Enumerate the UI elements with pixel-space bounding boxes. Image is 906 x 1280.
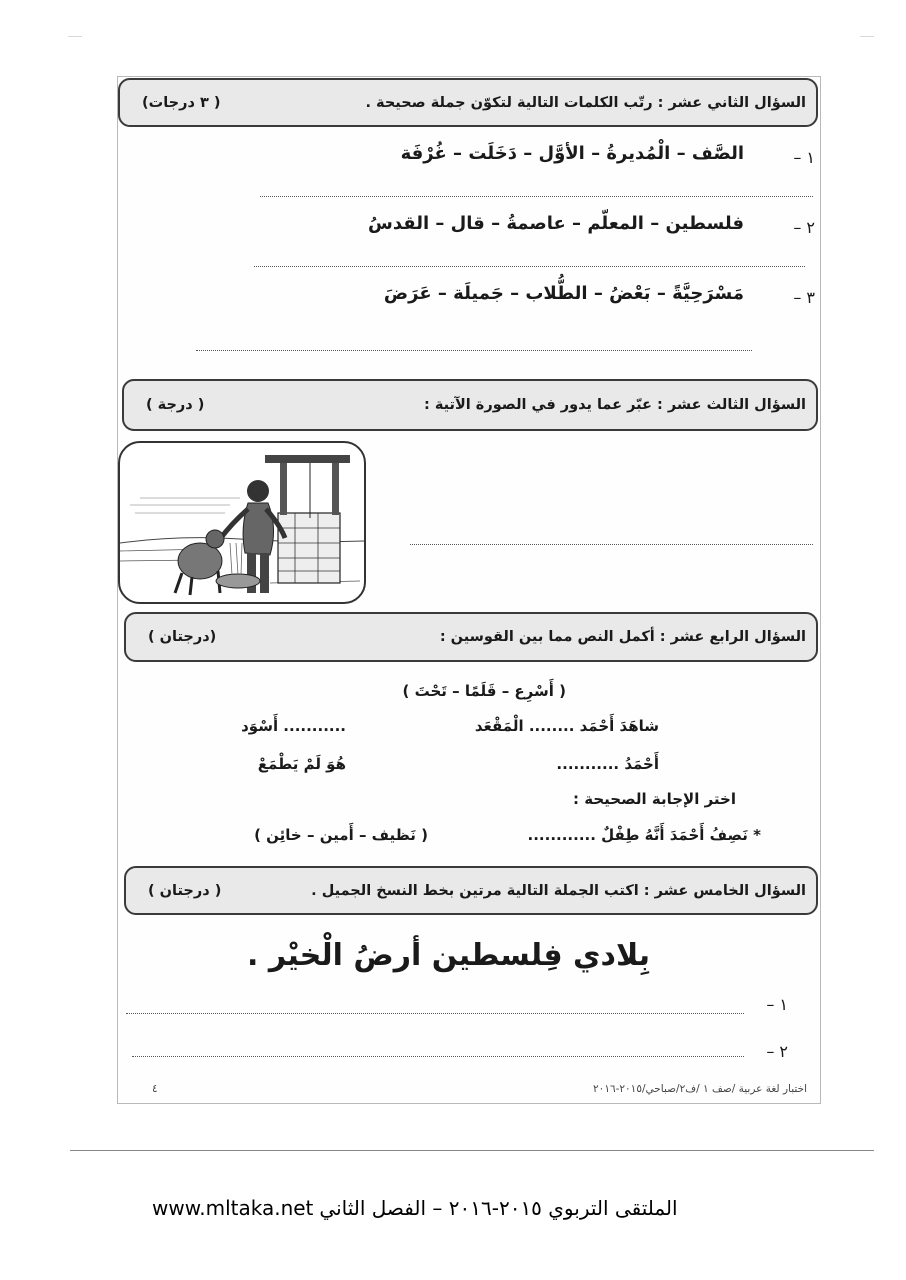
sheet-page-number: ٤	[152, 1083, 158, 1095]
q12-item-3-words: مَسْرَحِيَّةً – بَعْضُ – الطُّلاب – جَميلَة – عَرَضَ	[383, 283, 744, 304]
question-13-title: السؤال الثالث عشر : عبّر عما يدور في الصورة الآتية :	[423, 397, 806, 413]
well-illustration	[118, 441, 366, 604]
q12-answer-line-2[interactable]	[254, 266, 805, 267]
q14-choice-sentence: * نَصِفُ أَحْمَدَ أَنَّهُ طِفْلٌ ............	[527, 826, 761, 844]
q12-answer-line-3[interactable]	[196, 350, 752, 351]
question-13-marks: ( درجة )	[146, 397, 205, 413]
question-14-marks: (درجتان )	[148, 629, 217, 645]
question-12-title: السؤال الثاني عشر : رتّب الكلمات التالية لتكوّن جملة صحيحة .	[365, 94, 806, 111]
q15-writing-line-1[interactable]	[126, 1013, 744, 1014]
q12-answer-line-1[interactable]	[260, 196, 813, 197]
page-footer	[152, 1196, 678, 1220]
sheet-footer-label: اختبار لغة عربية /صف ١ /ف٢/صباحي/٢٠١٥-٢٠١٦	[593, 1083, 807, 1095]
question-15-marks: ( درجتان )	[148, 882, 222, 899]
q15-writing-line-2[interactable]	[132, 1056, 744, 1057]
q12-item-3-number: ٣ –	[793, 288, 815, 307]
question-12-marks: ( ٣ درجات)	[142, 94, 221, 111]
q12-item-2-number: ٢ –	[793, 218, 815, 237]
q14-line2-part-a: أَحْمَدُ ...........	[556, 755, 659, 773]
q14-line2-part-b: هُوَ لَمْ يَطْمَعْ	[257, 755, 346, 773]
question-15-header	[124, 866, 818, 915]
q14-options: ( أَسْرِع – قَلَمًا – تَحْتَ )	[402, 682, 566, 700]
q12-item-2-words: فلسطين – المعلّم – عاصمةُ – قال – القدسُ	[368, 213, 744, 234]
top-mark-left	[68, 36, 82, 37]
q15-model-sentence: بِلادي فِلسطين أرضُ الْخيْر .	[247, 938, 650, 973]
question-14-header	[124, 612, 818, 662]
footer-divider	[70, 1150, 874, 1151]
q12-item-1-words: الصَّف – الْمُديرةُ – الأوَّل – دَخَلَت – غُرْفَة	[400, 143, 744, 164]
page-footer-arabic: الملتقى التربوي ٢٠١٥-٢٠١٦ – الفصل الثاني	[319, 1196, 678, 1220]
top-mark-right	[860, 36, 874, 37]
q14-line1-part-b: ........... أَسْوَد	[241, 717, 346, 735]
question-12-header	[118, 78, 818, 127]
question-14-title: السؤال الرابع عشر : أكمل النص مما بين القوسين :	[439, 629, 806, 645]
q15-line-1-number: ١ –	[766, 995, 788, 1014]
q14-choose-instruction: اختر الإجابة الصحيحة :	[573, 790, 736, 808]
q13-answer-line[interactable]	[410, 544, 813, 545]
question-13-header	[122, 379, 818, 431]
q15-line-2-number: ٢ –	[766, 1042, 788, 1061]
page-footer-url[interactable]: www.mltaka.net	[152, 1196, 314, 1220]
q14-line1-part-a: شاهَدَ أَحْمَد ........ الْمَقْعَد	[474, 717, 659, 735]
question-15-title: السؤال الخامس عشر : اكتب الجملة التالية مرتين بخط النسخ الجميل .	[311, 882, 806, 899]
q12-item-1-number: ١ –	[793, 148, 815, 167]
q14-choices: ( نَظيف – أَمين – خائِن )	[254, 826, 428, 844]
